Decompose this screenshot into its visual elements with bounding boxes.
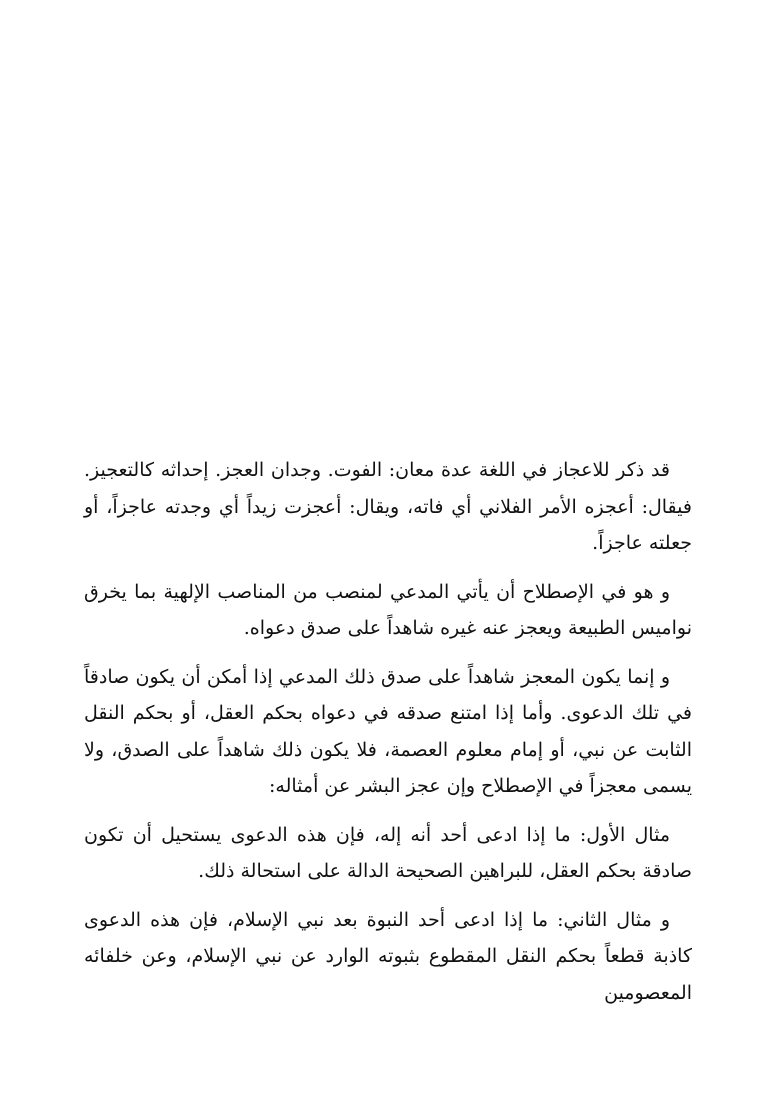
- paragraph-technical-definition: و هو في الإصطلاح أن يأتي المدعي لمنصب من المناصب الإلهية بما يخرق نواميس الطبيعة ويعجز عنه غيره شاهداً على صدق دعواه.: [84, 580, 692, 639]
- paragraph-miracle-condition: و إنما يكون المعجز شاهداً على صدق ذلك المدعي إذا أمكن أن يكون صادقاً في تلك الدعوى. وأما إذا امتنع صدقه في دعواه بحكم العقل، أو بحكم النقل الثابت عن نبي، أو إمام معلوم العصمة، فلا يكون ذلك شاهداً على الصدق، ولا يسمى معجزاً في الإصطلاح وإن عجز البشر عن أمثاله:: [84, 665, 692, 797]
- document-body: [84, 452, 692, 1023]
- paragraph-linguistic-definition: قد ذكر للاعجاز في اللغة عدة معان: الفوت. وجدان العجز. إحداثه كالتعجيز. فيقال: أعجزه الأمر الفلاني أي فاته، ويقال: أعجزت زيداً أي وجدته عاجزاً، أو جعلته عاجزاً.: [84, 459, 692, 554]
- paragraph-first-example: مثال الأول: ما إذا ادعى أحد أنه إله، فإن هذه الدعوى يستحيل أن تكون صادقة بحكم العقل، للبراهين الصحيحة الدالة على استحالة ذلك.: [84, 823, 692, 882]
- paragraph-second-example: و مثال الثاني: ما إذا ادعى أحد النبوة بعد نبي الإسلام، فإن هذه الدعوى كاذبة قطعاً بحكم النقل المقطوع بثبوته الوارد عن نبي الإسلام، وعن خلفائه المعصومين: [84, 908, 692, 1004]
